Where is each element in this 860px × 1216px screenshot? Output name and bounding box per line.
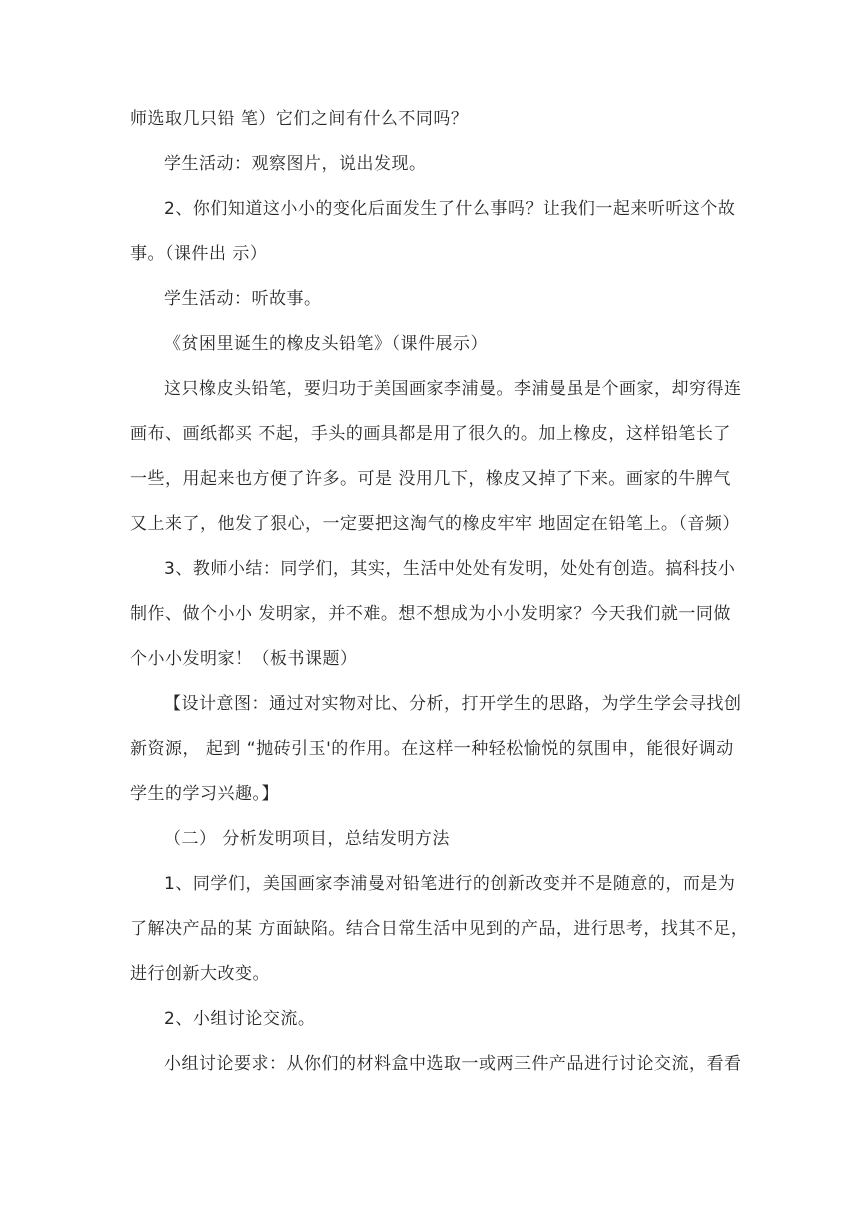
section-heading: （二） 分析发明项目，总结发明方法 [164,829,450,849]
paragraph-line: 进行创新大改变。 [130,964,270,984]
paragraph-line: 了解决产品的某 方面缺陷。结合日常生活中见到的产品，进行思考，找其不足， [130,919,749,939]
paragraph-line: 新资源， 起到 “抛砖引玉'的作用。在这样一种轻松愉悦的氛围申，能很好调动 [130,739,734,759]
paragraph-line: 又上来了，他发了狠心，一定要把这淘气的橡皮牢牢 地固定在铅笔上。（音频） [130,514,740,534]
paragraph-line: 学生活动：听故事。 [164,289,322,309]
paragraph-line: 2、小组讨论交流。 [164,1009,316,1029]
paragraph-line: 师选取几只铅 笔）它们之间有什么不同吗？ [130,109,469,129]
paragraph-line: 个小小发明家！（板书课题） [130,649,358,669]
paragraph-line: 制作、做个小小 发明家，并不难。想不想成为小小发明家？今天我们就一同做 [130,604,731,624]
paragraph-line: 2、你们知道这小小的变化后面发生了什么事吗？让我们一起来听听这个故 [164,199,736,219]
paragraph-line: 1、同学们，美国画家李浦曼对铅笔进行的创新改变并不是随意的，而是为 [164,874,736,894]
paragraph-line: 小组讨论要求：从你们的材料盒中选取一或两三件产品进行讨论交流，看看 [164,1054,742,1074]
paragraph-line: 【设计意图：通过对实物对比、分析，打开学生的思路，为学生学会寻找创 [164,694,742,714]
paragraph-line: 画布、画纸都买 不起，手头的画具都是用了很久的。加上橡皮，这样铅笔长了 [130,424,731,444]
paragraph-line: 学生活动：观察图片，说出发现。 [164,154,427,174]
paragraph-line: 一些，用起来也方便了许多。可是 没用几下，橡皮又掉了下来。画家的牛脾气 [130,469,731,489]
paragraph-line: 事。（课件出 示） [130,244,268,264]
paragraph-line: 这只橡皮头铅笔，要归功于美国画家李浦曼。李浦曼虽是个画家，却穷得连 [164,379,742,399]
paragraph-line: 《贫困里诞生的橡皮头铅笔》（课件展示） [164,334,488,354]
paragraph-line: 学生的学习兴趣。】 [130,784,279,804]
paragraph-line: 3、教师小结：同学们，其实，生活中处处有发明，处处有创造。搞科技小 [164,559,736,579]
